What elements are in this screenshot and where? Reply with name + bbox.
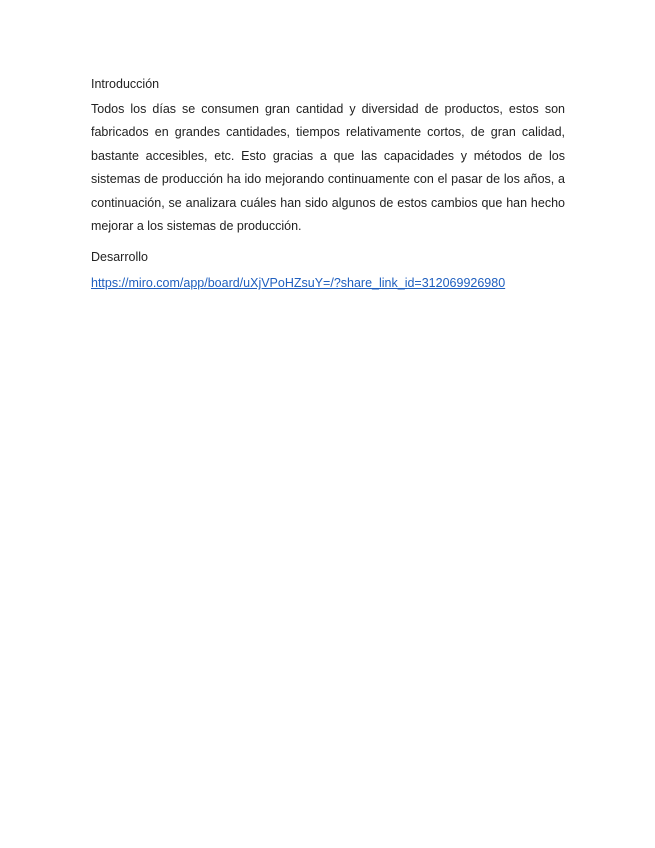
miro-board-link[interactable]: https://miro.com/app/board/uXjVPoHZsuY=/?share_link_id=312069926980 — [91, 276, 506, 291]
development-heading: Desarrollo — [91, 250, 148, 265]
document-content — [91, 74, 565, 293]
intro-heading: Introducción — [91, 77, 160, 91]
intro-paragraph: Todos los días se consumen gran cantidad y diversidad de productos, estos son fabricados en grandes cantidades, tiempos relativamente cortos, de gran calidad, bastante accesibles, etc. Esto gracias a que las capacidades y métodos de los sistemas de producción ha ido mejorando continuamente con el pasar de los años, a continuación, se analizara cuáles han sido algunos de estos cambios que han hecho mejorar a los sistemas de producción. — [91, 102, 565, 234]
